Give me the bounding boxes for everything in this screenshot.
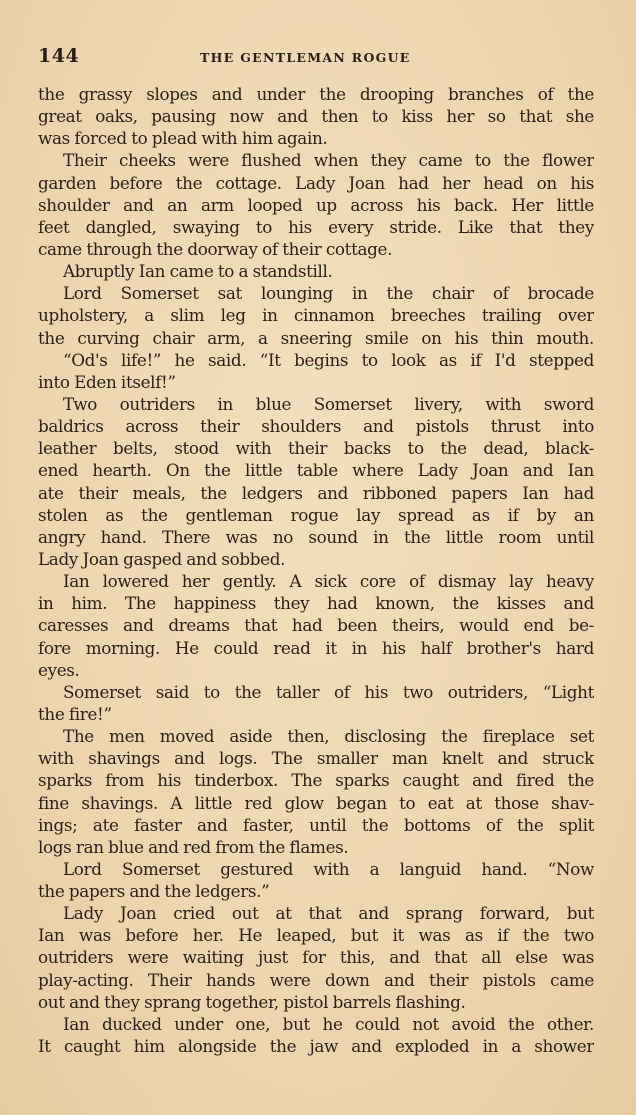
text-line: stolen as the gentleman rogue lay spread as if by an xyxy=(38,504,594,525)
text-line: leather belts, stood with their backs to the dead, black- xyxy=(38,438,594,459)
text-line: Ian ducked under one, but he could not avoid the other. xyxy=(63,1013,594,1034)
text-line: Ian lowered her gently. A sick core of dismay lay heavy xyxy=(63,571,594,592)
text-line: Lady Joan gasped and sobbed. xyxy=(38,548,286,569)
text-line: fore morning. He could read it in his half brother's hard xyxy=(38,637,594,658)
text-line: sparks from his tinderbox. The sparks caught and fired the xyxy=(38,770,594,791)
text-line: The men moved aside then, disclosing the fireplace set xyxy=(63,726,594,747)
text-line: the papers and the ledgers.” xyxy=(38,881,270,902)
text-line: garden before the cottage. Lady Joan had her head on his xyxy=(38,172,594,193)
text-line: Lord Somerset gestured with a languid hand. “Now xyxy=(63,858,594,879)
text-line: baldrics across their shoulders and pistols thrust into xyxy=(38,416,594,437)
text-line: ate their meals, the ledgers and ribboned papers Ian had xyxy=(38,482,594,503)
text-line: came through the doorway of their cottage. xyxy=(38,238,393,259)
text-line: the curving chair arm, a sneering smile on his thin mouth. xyxy=(38,327,594,348)
book-page xyxy=(38,0,594,1115)
text-line: Ian was before her. He leaped, but it was as if the two xyxy=(38,925,594,946)
text-line: angry hand. There was no sound in the little room until xyxy=(38,526,594,547)
text-line: into Eden itself!” xyxy=(38,371,176,392)
text-line: in him. The happiness they had known, the kisses and xyxy=(38,593,594,614)
text-line: eyes. xyxy=(38,659,80,680)
text-line: feet dangled, swaying to his every stride. Like that they xyxy=(38,216,594,237)
text-line: play-acting. Their hands were down and their pistols came xyxy=(38,969,594,990)
text-line: Lord Somerset sat lounging in the chair of brocade xyxy=(63,283,594,304)
text-line: ened hearth. On the little table where Lady Joan and Ian xyxy=(38,460,594,481)
text-line: shoulder and an arm looped up across his back. Her little xyxy=(38,194,594,215)
text-line: Somerset said to the taller of his two outriders, “Light xyxy=(63,681,594,702)
text-line: “Od's life!” he said. “It begins to look as if I'd stepped xyxy=(63,349,594,370)
text-line: ings; ate faster and faster, until the bottoms of the split xyxy=(38,814,594,835)
text-line: Two outriders in blue Somerset livery, with sword xyxy=(63,393,594,414)
text-line: It caught him alongside the jaw and exploded in a shower xyxy=(38,1036,594,1057)
page-number: 144 xyxy=(38,45,80,67)
running-title: THE GENTLEMAN ROGUE xyxy=(200,50,411,65)
text-line: out and they sprang together, pistol barrels flashing. xyxy=(38,991,466,1012)
text-line: upholstery, a slim leg in cinnamon breeches trailing over xyxy=(38,305,594,326)
text-line: outriders were waiting just for this, and that all else was xyxy=(38,947,594,968)
text-line: Abruptly Ian came to a standstill. xyxy=(63,261,333,282)
text-line: great oaks, pausing now and then to kiss her so that she xyxy=(38,106,594,127)
page-header xyxy=(38,45,594,73)
text-line: Their cheeks were flushed when they came to the flower xyxy=(63,150,594,171)
text-line: fine shavings. A little red glow began to eat at those shav- xyxy=(38,792,594,813)
text-line: Lady Joan cried out at that and sprang forward, but xyxy=(63,903,594,924)
text-line: logs ran blue and red from the flames. xyxy=(38,836,349,857)
body-text xyxy=(38,83,594,1057)
text-line: the fire!” xyxy=(38,703,112,724)
text-line: with shavings and logs. The smaller man knelt and struck xyxy=(38,748,594,769)
text-line: was forced to plead with him again. xyxy=(38,128,328,149)
text-line: caresses and dreams that had been theirs, would end be- xyxy=(38,615,594,636)
text-line: the grassy slopes and under the drooping branches of the xyxy=(38,84,594,104)
